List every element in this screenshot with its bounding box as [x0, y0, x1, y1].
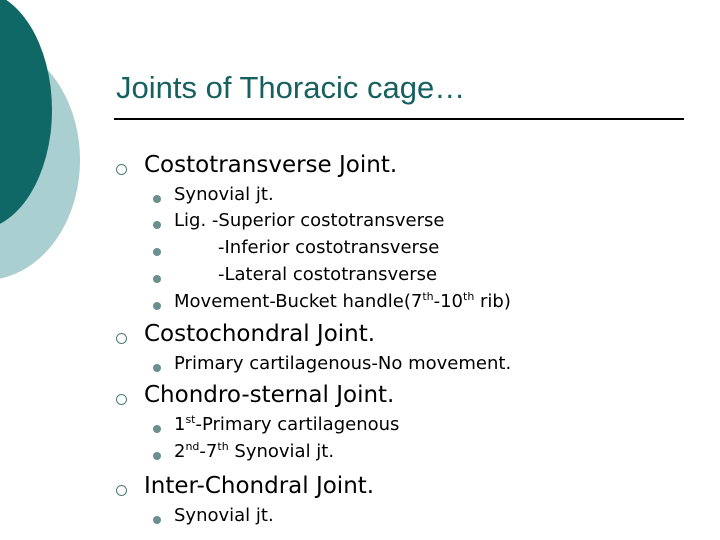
list-item-text: Synovial jt.	[174, 184, 274, 205]
hollow-circle-bullet-icon	[116, 394, 127, 405]
dot-bullet-icon	[153, 275, 161, 283]
dot-bullet-icon	[153, 364, 161, 372]
list-item-text: Primary cartilagenous-No movement.	[174, 353, 512, 374]
list-item-text: -Inferior costotransverse	[218, 237, 440, 258]
dot-bullet-icon	[153, 425, 161, 433]
section-heading: Costochondral Joint.	[144, 321, 376, 347]
list-item-text: 2nd-7th Synovial jt.	[174, 440, 335, 462]
dot-bullet-icon	[153, 452, 161, 460]
list-item-text: -Lateral costotransverse	[218, 264, 438, 285]
list-item-text: Synovial jt.	[174, 505, 274, 526]
hollow-circle-bullet-icon	[116, 333, 127, 344]
section-heading: Inter-Chondral Joint.	[144, 473, 375, 499]
dot-bullet-icon	[153, 195, 161, 203]
section-heading: Costotransverse Joint.	[144, 152, 398, 178]
section-heading: Chondro-sternal Joint.	[144, 382, 395, 408]
hollow-circle-bullet-icon	[116, 164, 127, 175]
title-underline	[114, 118, 684, 120]
dot-bullet-icon	[153, 248, 161, 256]
dot-bullet-icon	[153, 302, 161, 310]
dot-bullet-icon	[153, 516, 161, 524]
slide-title: Joints of Thoracic cage…	[116, 70, 466, 105]
dot-bullet-icon	[153, 221, 161, 229]
hollow-circle-bullet-icon	[116, 485, 127, 496]
list-item-text: Lig. -Superior costotransverse	[174, 210, 445, 231]
list-item-text: Movement-Bucket handle(7th-10th rib)	[174, 290, 511, 312]
decorative-circles	[0, 0, 120, 300]
list-item-text: 1st-Primary cartilagenous	[174, 413, 400, 435]
